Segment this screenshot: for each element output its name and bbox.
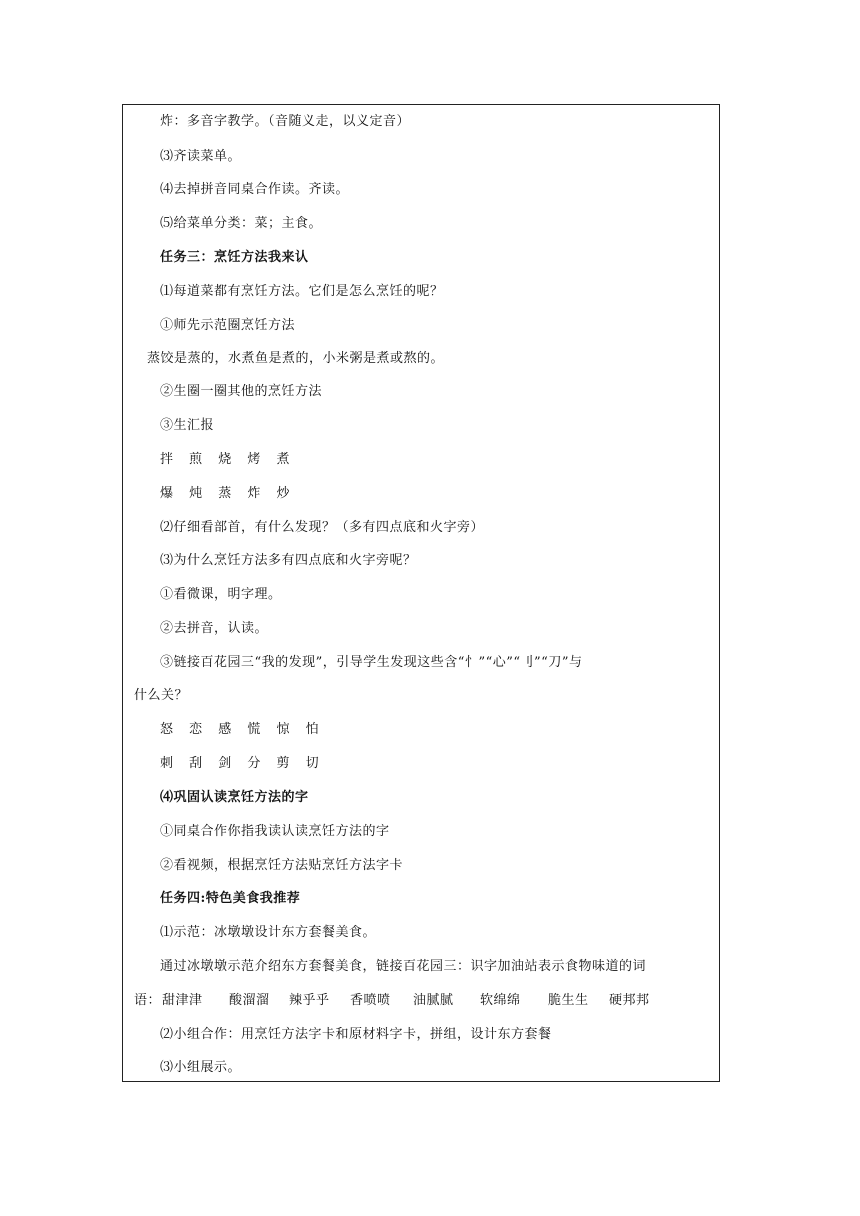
flavor-word: 脆生生 [548,993,589,1008]
text-line: ①看微课，明字理。 [160,587,282,602]
text-line: 通过冰墩墩示范介绍东方套餐美食，链接百花园三：识字加油站表示食物味道的词 [160,959,647,974]
text-line: 什么关？ [134,688,189,703]
text-line: ①师先示范圈烹饪方法 [160,318,296,333]
character-row: 爆 炖 蒸 炸 炒 [160,486,296,501]
text-line: ③生汇报 [160,418,215,433]
text-line: ⑶为什么烹饪方法多有四点底和火字旁呢？ [160,553,417,568]
flavor-word: 辣乎乎 [289,993,330,1008]
text-line: 蒸饺是蒸的，水煮鱼是煮的，小米粥是煮或熬的。 [147,351,445,366]
text-line: ⑸给菜单分类：菜；主食。 [160,216,323,231]
text-line: ⑵小组合作：用烹饪方法字卡和原材料字卡，拼组，设计东方套餐 [160,1027,552,1042]
character-row: 怒 恋 感 慌 惊 怕 [160,722,325,737]
section-heading: 任务四:特色美食我推荐 [160,891,301,906]
flavor-word: 香喷喷 [350,993,391,1008]
text-line: 炸：多音字教学。（音随义走，以义定音） [160,114,411,129]
section-heading: 任务三：烹饪方法我来认 [160,250,309,265]
text-line: ⑷去掉拼音同桌合作读。齐读。 [160,182,350,197]
character-row: 拌 煎 烧 烤 煮 [160,452,296,467]
text-line: ②看视频，根据烹饪方法贴烹饪方法字卡 [160,858,404,873]
text-line: ⑵仔细看部首，有什么发现？（多有四点底和火字旁） [160,520,485,535]
text-line: ⑶齐读菜单。 [160,149,242,164]
section-heading: ⑷巩固认读烹饪方法的字 [160,790,309,805]
text-line: ③链接百花园三“我的发现”，引导学生发现这些含“忄”“心”“刂”“刀”与 [160,655,583,670]
flavor-word: 酸溜溜 [229,993,270,1008]
text-line: ②去拼音，认读。 [160,621,269,636]
flavor-word: 油腻腻 [413,993,454,1008]
text-line: ⑴示范：冰墩墩设计东方套餐美食。 [160,925,377,940]
text-line: ②生圈一圈其他的烹饪方法 [160,384,323,399]
flavor-word: 软绵绵 [480,993,521,1008]
text-line: ⑶小组展示。 [160,1060,242,1075]
flavor-word: 硬邦邦 [609,993,650,1008]
text-line: 语： [134,993,162,1008]
text-line: ①同桌合作你指我读认读烹饪方法的字 [160,824,390,839]
flavor-word: 甜津津 [162,993,203,1008]
text-line: ⑴每道菜都有烹饪方法。它们是怎么烹饪的呢？ [160,284,444,299]
character-row: 刺 刮 剑 分 剪 切 [160,756,325,771]
